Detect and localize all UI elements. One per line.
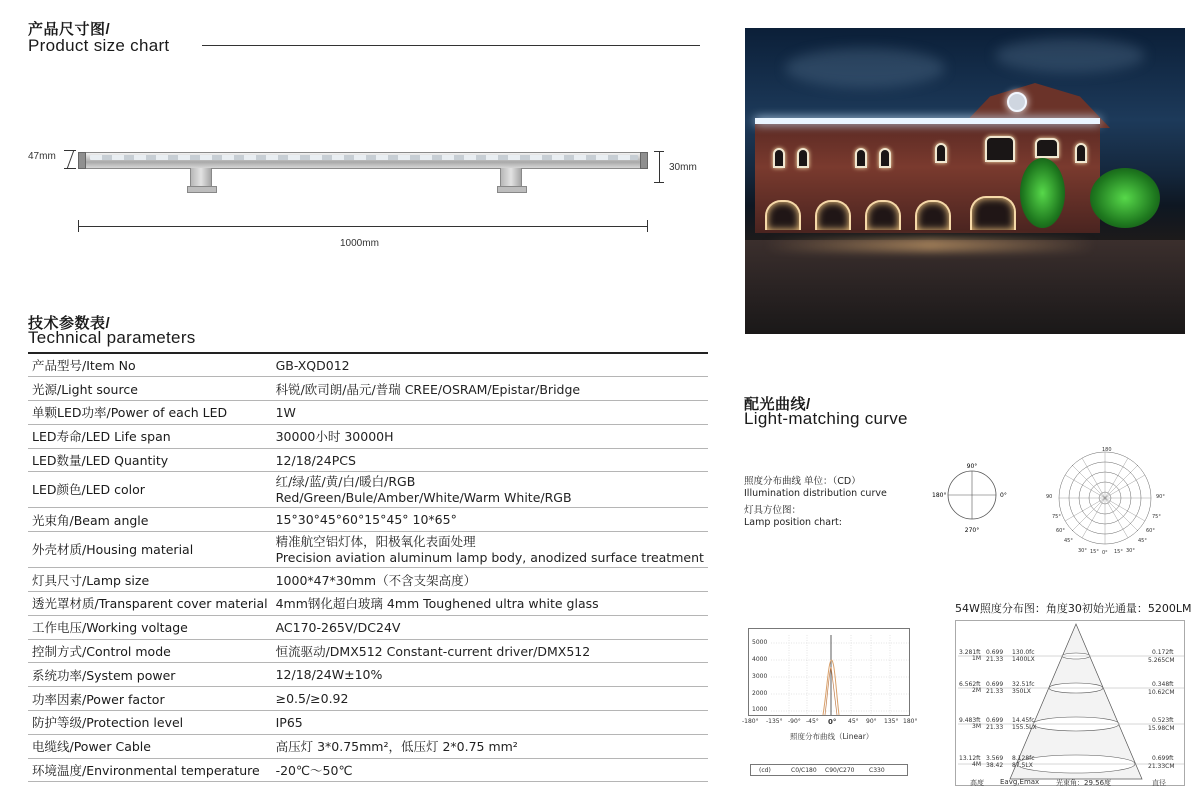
application-night-photo [745, 28, 1185, 334]
size-chart-title-en: Product size chart [28, 36, 170, 55]
table-row [28, 663, 708, 687]
curve-title-en: Light-matching curve [744, 409, 908, 428]
param-key: 产品型号/Item No [32, 358, 136, 374]
led-strip [90, 155, 638, 160]
lamp-position-polar [930, 458, 1014, 536]
polar-label-left: 180° [932, 492, 947, 499]
cone-row-r2: 10.62CM [1148, 689, 1175, 696]
param-value: GB-XQD012 [275, 357, 350, 373]
height-dimension-label: 47mm [28, 151, 56, 162]
technical-parameters-table [28, 352, 708, 782]
cone-row-c: 21.33 [986, 688, 1004, 695]
cone-row-a: 0.699 [986, 681, 1004, 688]
polar-tick: 75° [1052, 514, 1061, 520]
photo-tree [1020, 158, 1065, 228]
photo-arch [815, 200, 851, 230]
photo-window [935, 143, 947, 163]
photo-cloud [785, 48, 945, 88]
param-value-multiline [272, 532, 708, 568]
cone-row-d: 350LX [1012, 688, 1031, 695]
cone-row-ft: 6.562ft [959, 681, 981, 688]
mounting-bracket-right [500, 168, 522, 192]
tech-title-en: Technical parameters [28, 328, 196, 347]
cone-row-m: 3M [972, 723, 981, 730]
cone-row-ft: 3.281ft [959, 649, 981, 656]
distribution-label-en: Illumination distribution curve [744, 488, 887, 499]
cone-row-c: 21.33 [986, 724, 1004, 731]
polar-tick: 75° [1152, 514, 1161, 520]
photo-cloud [995, 38, 1145, 73]
mounting-bracket-left [190, 168, 212, 192]
cone-row-m: 2M [972, 687, 981, 694]
cone-row-r1: 0.699ft [1152, 755, 1174, 762]
table-row [28, 758, 708, 782]
param-value-line-en: Red/Green/Bule/Amber/White/Warm White/RGB [275, 489, 572, 505]
param-value: IP65 [275, 714, 303, 730]
table-row [28, 734, 708, 758]
table-row [28, 711, 708, 735]
param-value: 1000*47*30mm（不含支架高度） [275, 572, 477, 588]
polar-tick: 30° [1126, 548, 1135, 554]
cone-row-b: 8.128fc [1012, 755, 1035, 762]
photo-arch [765, 200, 801, 230]
curve-title-cn: 配光曲线/ [744, 396, 811, 413]
illuminance-cone-chart [955, 620, 1185, 786]
photo-roofline-light [755, 118, 1100, 124]
table-row [28, 401, 708, 425]
polar-tick: 45° [1064, 538, 1073, 544]
table-row [28, 615, 708, 639]
linear-xtick: 180° [903, 718, 918, 725]
table-row [28, 687, 708, 711]
cone-row-r1: 0.172ft [1152, 649, 1174, 656]
linear-xtick: -90° [788, 718, 801, 725]
linear-caption: 照度分布曲线（Linear） [790, 732, 874, 741]
linear-ytick: 4000 [752, 656, 768, 663]
polar-tick: 45° [1138, 538, 1147, 544]
param-value: AC170-265V/DC24V [275, 619, 401, 635]
param-value: 12/18/24PCS [275, 452, 356, 468]
linear-xtick: -180° [742, 718, 759, 725]
polar-tick: 15° [1090, 549, 1099, 555]
cone-row-m: 1M [972, 655, 981, 662]
length-dimension-label: 1000mm [340, 238, 379, 249]
depth-dim-line [659, 151, 660, 183]
legend-unit: (cd) [759, 767, 771, 774]
param-value-line-cn: 红/绿/蓝/黄/白/暖白/RGB [275, 473, 416, 489]
cone-footer-eavg: Eavg,Emax [1000, 778, 1040, 786]
legend-c90: C90/C270 [825, 767, 855, 774]
cone-row-a: 0.699 [986, 649, 1004, 656]
linear-xtick: 90° [866, 718, 877, 725]
legend-c330: C330 [869, 767, 885, 774]
linear-ytick: 5000 [752, 639, 768, 646]
cone-row-d: 1400LX [1012, 656, 1035, 663]
table-row [28, 448, 708, 472]
photo-clock-window [1007, 92, 1027, 112]
cone-row-c: 21.33 [986, 656, 1004, 663]
cone-row-d: 87.5LX [1012, 762, 1033, 769]
polar-tick: 30° [1078, 548, 1087, 554]
position-label-en: Lamp position chart: [744, 517, 842, 528]
param-value: 1W [275, 404, 296, 420]
linear-xtick: 45° [848, 718, 859, 725]
photo-window [1035, 138, 1059, 158]
polar-tick: 0° [1102, 550, 1108, 556]
cone-row-ft: 9.483ft [959, 717, 981, 724]
length-dim-line [78, 226, 648, 227]
linear-curve-chart [748, 628, 910, 716]
table-row [28, 639, 708, 663]
cone-row-r2: 21.33CM [1148, 763, 1175, 770]
linear-xtick: -45° [806, 718, 819, 725]
photo-window [773, 148, 785, 168]
param-key: 电缆线/Power Cable [32, 739, 151, 755]
param-key: 外壳材质/Housing material [32, 541, 194, 557]
param-value: 4mm钢化超白玻璃 4mm Toughened ultra white glass [275, 596, 599, 612]
param-value: -20℃～50℃ [275, 763, 353, 779]
param-value: 15°30°45°60°15°45° 10*65° [275, 512, 457, 528]
photo-window [1075, 143, 1087, 163]
polar-distribution-chart [1038, 444, 1173, 556]
param-key: 光源/Light source [32, 381, 138, 397]
photo-window [797, 148, 809, 168]
param-value: 30000小时 30000H [275, 429, 394, 445]
polar-tick: 90° [1156, 494, 1165, 500]
cone-row-b: 130.0fc [1012, 649, 1035, 656]
param-key: LED数量/LED Quantity [32, 453, 169, 469]
param-key: 环境温度/Environmental temperature [32, 763, 260, 779]
photo-window [855, 148, 867, 168]
polar-label-right: 0° [1000, 492, 1007, 499]
param-key: 灯具尺寸/Lamp size [32, 572, 150, 588]
polar-tick: 90 [1046, 494, 1053, 500]
distribution-label-cn: 照度分布曲线 单位：（CD） [744, 476, 861, 487]
param-key: 单颗LED功率/Power of each LED [32, 405, 228, 421]
param-value: 高压灯 3*0.75mm²，低压灯 2*0.75 mm² [275, 739, 518, 755]
param-key: 控制方式/Control mode [32, 644, 171, 660]
lamp-endcap-left [78, 152, 86, 169]
size-chart-title-cn: 产品尺寸图/ [28, 21, 111, 38]
lamp-endcap-right [640, 152, 648, 169]
polar-label-top: 90° [966, 463, 978, 470]
cone-row-b: 14.45fc [1012, 717, 1035, 724]
cone-row-r2: 5.265CM [1148, 657, 1175, 664]
cone-row-a: 0.699 [986, 717, 1004, 724]
param-key: 光束角/Beam angle [32, 512, 149, 528]
depth-dimension-label: 30mm [669, 162, 697, 173]
photo-arch [915, 200, 951, 230]
param-value: 12/18/24W±10% [275, 667, 383, 683]
linear-xtick: 135° [884, 718, 899, 725]
param-value-line-cn: 精准航空铝灯体，阳极氧化表面处理 [275, 533, 476, 549]
cone-row-m: 4M [972, 761, 981, 768]
position-label-cn: 灯具方位图： [744, 505, 802, 516]
size-chart-rule [202, 45, 700, 46]
table-row [28, 508, 708, 532]
table-row [28, 377, 708, 401]
cone-row-d: 155.5LX [1012, 724, 1037, 731]
cone-footer-diameter: 直径 [1152, 779, 1166, 787]
cone-row-b: 32.51fc [1012, 681, 1035, 688]
cone-headline: 54W照度分布图：角度30初始光通量：5200LM [955, 602, 1192, 615]
linear-curve-plot [749, 629, 911, 717]
param-key: 透光罩材质/Transparent cover material [32, 596, 268, 612]
photo-arch [970, 196, 1016, 230]
param-value: 科锐/欧司朗/晶元/普瑞 CREE/OSRAM/Epistar/Bridge [275, 381, 581, 397]
cone-row-r1: 0.523ft [1152, 717, 1174, 724]
param-value: 恒流驱动/DMX512 Constant-current driver/DMX512 [275, 644, 591, 660]
param-key: LED寿命/LED Life span [32, 429, 171, 445]
polar-tick: 15° [1114, 549, 1123, 555]
photo-arch [865, 200, 901, 230]
param-key: 功率因素/Power factor [32, 691, 165, 707]
polar-label-bottom: 270° [964, 527, 980, 534]
cone-row-r1: 0.348ft [1152, 681, 1174, 688]
table-row [28, 592, 708, 616]
table-row [28, 424, 708, 448]
param-key: 防护等级/Protection level [32, 715, 184, 731]
cone-footer-height: 高度 [970, 779, 984, 787]
polar-spokes [1059, 452, 1151, 544]
param-key: 系统功率/System power [32, 667, 176, 683]
photo-plaza-glow [765, 238, 1095, 252]
tech-title-cn: 技术参数表/ [28, 315, 111, 332]
polar-tick: 60° [1146, 528, 1155, 534]
table-row [28, 532, 708, 568]
linear-xtick: 0° [828, 718, 837, 726]
photo-window [879, 148, 891, 168]
param-key: LED颜色/LED color [32, 481, 145, 497]
param-value-line-en: Precision aviation aluminum lamp body, anodized surface treatment [275, 549, 704, 565]
cone-footer-angle: 光束角：29.56度 [1056, 779, 1112, 787]
linear-legend [750, 764, 908, 776]
linear-ytick: 2000 [752, 690, 768, 697]
photo-window [985, 136, 1015, 162]
param-value-multiline [272, 472, 708, 508]
table-row [28, 568, 708, 592]
legend-c0: C0/C180 [791, 767, 817, 774]
height-dim-line [67, 150, 75, 169]
photo-tree [1090, 168, 1160, 228]
param-value: ≥0.5/≥0.92 [275, 691, 349, 707]
param-key: 工作电压/Working voltage [32, 620, 188, 636]
photo-plaza [745, 240, 1185, 334]
cone-row-ft: 13.12ft [959, 755, 981, 762]
table-row [28, 353, 708, 377]
linear-xtick: -135° [766, 718, 783, 725]
polar-tick: 180 [1102, 447, 1112, 453]
polar-tick: 60° [1056, 528, 1065, 534]
cone-row-a: 3.569 [986, 755, 1004, 762]
cone-row-c: 38.42 [986, 762, 1004, 769]
linear-ytick: 1000 [752, 706, 768, 713]
table-row [28, 472, 708, 508]
linear-ytick: 3000 [752, 673, 768, 680]
cone-row-r2: 15.98CM [1148, 725, 1175, 732]
